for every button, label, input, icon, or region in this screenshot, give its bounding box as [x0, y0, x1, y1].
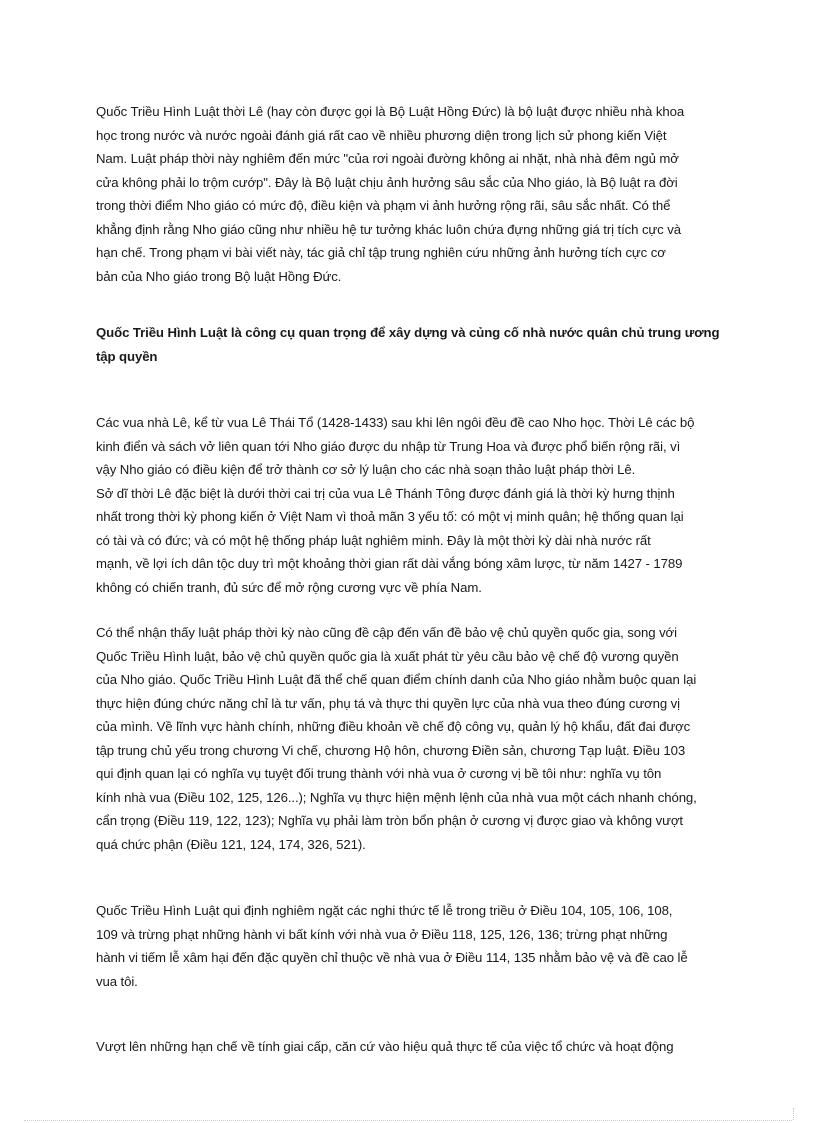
- text-line: của Nho giáo. Quốc Triều Hình Luật đã thể chế quan điểm chính danh của Nho giáo nhằm buộc quan lại: [96, 672, 697, 687]
- text-line: cửa không phải lo trộm cướp". Đây là Bộ luật chịu ảnh hưởng sâu sắc của Nho giáo, là Bộ luật ra đời: [96, 174, 678, 190]
- document-body: [96, 100, 720, 1059]
- text-line: nhất trong thời kỳ phong kiến ở Việt Nam vì thoả mãn 3 yếu tố: có một vị minh quân; hệ thống quan lại: [96, 509, 684, 524]
- text-line: qui định quan lại có nghĩa vụ tuyệt đối trung thành với nhà vua ở cương vị bề tôi như: nghĩa vụ tôn: [96, 766, 662, 781]
- text-line: kinh điển và sách vở liên quan tới Nho giáo được du nhập từ Trung Hoa và được phổ biến rộng rãi, vì: [96, 438, 681, 454]
- text-line: vậy Nho giáo có điều kiện để trở thành cơ sở lý luận cho các nhà soạn thảo luật pháp thời Lê.: [96, 462, 636, 477]
- paragraph-spacer: [96, 288, 720, 321]
- text-line: cẩn trọng (Điều 119, 122, 123); Nghĩa vụ phải làm tròn bổn phận ở cương vị được giao và không vượt: [96, 813, 683, 828]
- text-line: Các vua nhà Lê, kể từ vua Lê Thái Tổ (1428-1433) sau khi lên ngôi đều đề cao Nho học. Thời Lê các bộ: [96, 415, 695, 430]
- text-line: Vượt lên những hạn chế về tính giai cấp, căn cứ vào hiệu quả thực tế của việc tổ chức và hoạt động: [96, 1039, 674, 1054]
- paragraph-spacer: [96, 993, 720, 1035]
- text-line: Quốc Triều Hình Luật qui định nghiêm ngặt các nghi thức tế lễ trong triều ở Điều 104, 105, 106, 108,: [96, 903, 673, 918]
- paragraph-spacer: [96, 368, 720, 411]
- paragraph-spacer: [96, 599, 720, 621]
- text-line: mạnh, về lợi ích dân tộc duy trì một khoảng thời gian rất dài vắng bóng xâm lược, từ năm 1427 - 1789: [96, 556, 683, 571]
- section-heading: [96, 321, 720, 368]
- closing-paragraph: [96, 1035, 720, 1059]
- history-paragraph: [96, 411, 720, 599]
- text-line: trong thời điểm Nho giáo có mức độ, điều kiện và phạm vi ảnh hưởng rộng rãi, sâu sắc nhất. Có thể: [96, 198, 671, 213]
- text-line: của mình. Về lĩnh vực hành chính, những điều khoản về chế độ công vụ, quản lý hộ khẩu, đất đai được: [96, 719, 691, 734]
- text-line: kính nhà vua (Điều 102, 125, 126...); Nghĩa vụ thực hiện mệnh lệnh của nhà vua một cách nhanh chóng,: [96, 789, 697, 805]
- text-line: khẳng định rằng Nho giáo cũng như nhiều hệ tư tưởng khác luôn chứa đựng những giá trị tích cực và: [96, 221, 681, 237]
- text-line: thực hiện đúng chức năng chỉ là tư vấn, phụ tá và thực thi quyền lực của nhà vua theo đúng cương vị: [96, 695, 680, 711]
- sovereignty-paragraph: [96, 621, 720, 856]
- text-line: hạn chế. Trong phạm vi bài viết này, tác giả chỉ tập trung nghiên cứu những ảnh hưởng tích cực cơ: [96, 245, 666, 260]
- text-line: học trong nước và nước ngoài đánh giá rất cao về nhiều phương diện trong lịch sử phong kiến Việt: [96, 127, 667, 143]
- text-line: vua tôi.: [96, 973, 138, 989]
- text-line: quá chức phận (Điều 121, 124, 174, 326, 521).: [96, 836, 366, 852]
- text-line: tập trung chủ yếu trong chương Vi chế, chương Hộ hôn, chương Điền sản, chương Tạp luật. Điều 103: [96, 742, 686, 758]
- text-line: có tài và có đức; và có một hệ thống pháp luật nghiêm minh. Đây là một thời kỳ dài nhà nước rất: [96, 532, 651, 548]
- ritual-paragraph: [96, 899, 720, 993]
- text-line: Quốc Triều Hình Luật thời Lê (hay còn được gọi là Bộ Luật Hồng Đức) là bộ luật được nhiều nhà khoa: [96, 104, 685, 119]
- text-line: hành vi tiếm lễ xâm hại đến đặc quyền chỉ thuộc về nhà vua ở Điều 114, 135 nhằm bảo vệ và đề cao lễ: [96, 950, 688, 965]
- page-bottom-edge: [24, 1120, 792, 1121]
- paragraph-spacer: [96, 856, 720, 899]
- heading-line: Quốc Triều Hình Luật là công cụ quan trọng để xây dựng và củng cố nhà nước quân chủ trung ương: [96, 325, 720, 340]
- heading-line: tập quyền: [96, 348, 158, 364]
- text-line: Quốc Triều Hình luật, bảo vệ chủ quyền quốc gia là xuất phát từ yêu cầu bảo vệ chế độ vương quyền: [96, 648, 679, 664]
- intro-paragraph: [96, 100, 720, 288]
- page-corner-mark: [793, 1108, 806, 1120]
- text-line: Có thể nhận thấy luật pháp thời kỳ nào cũng đề cập đến vấn đề bảo vệ chủ quyền quốc gia, song với: [96, 625, 677, 640]
- text-line: Nam. Luật pháp thời này nghiêm đến mức "của rơi ngoài đường không ai nhặt, nhà nhà đêm ngủ mở: [96, 151, 679, 166]
- text-line: 109 và trừng phạt những hành vi bất kính với nhà vua ở Điều 118, 125, 126, 136; trừng phạt những: [96, 926, 668, 942]
- text-line: bản của Nho giáo trong Bộ luật Hồng Đức.: [96, 268, 342, 284]
- text-line: không có chiến tranh, đủ sức để mở rộng cương vực về phía Nam.: [96, 579, 482, 595]
- text-line: Sở dĩ thời Lê đặc biệt là dưới thời cai trị của vua Lê Thánh Tông được đánh giá là thời kỳ hưng thịnh: [96, 485, 675, 501]
